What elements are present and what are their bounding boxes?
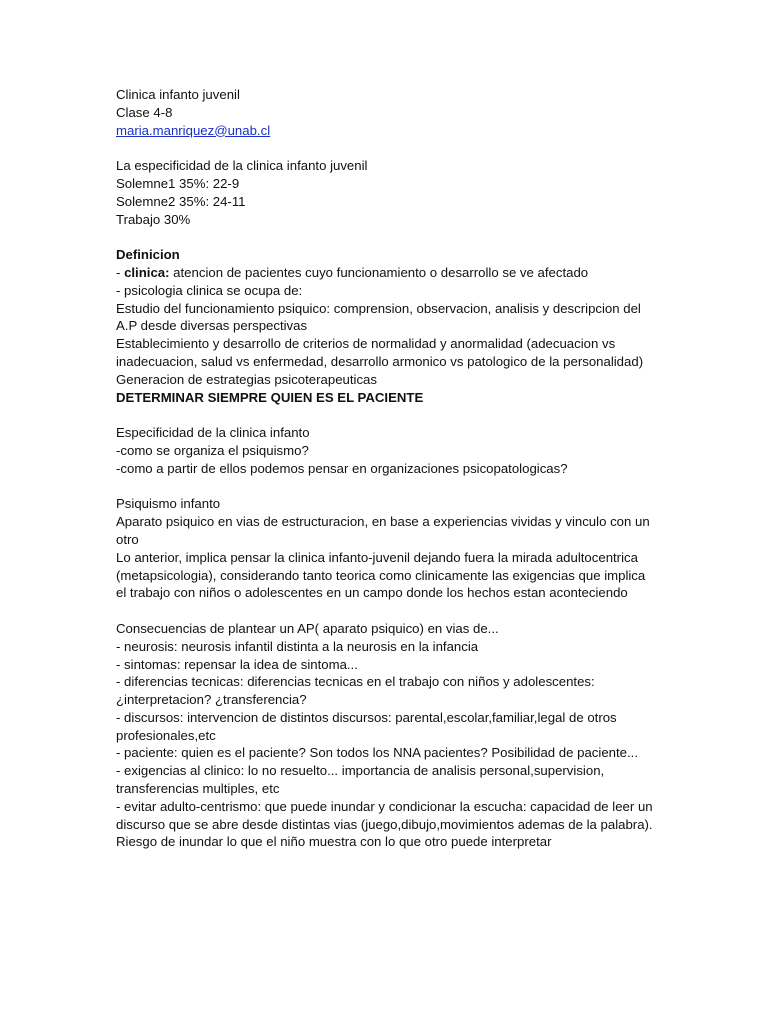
evaluation-3: Trabajo 30% xyxy=(116,211,191,227)
consecuencias-item: - paciente: quien es el paciente? Son todos los NNA pacientes? Posibilidad de paciente... xyxy=(116,745,638,761)
definicion-establecimiento: Establecimiento y desarrollo de criterios de normalidad y anormalidad (adecuacion vs inadecuacion, salud vs enfermedad, desarrollo armonico vs patologico de la personalidad) xyxy=(116,336,644,369)
doc-title: Clinica infanto juvenil xyxy=(116,87,240,102)
definicion-psicologia: - psicologia clinica se ocupa de: xyxy=(116,282,303,298)
evaluation-1: Solemne1 35%: 22-9 xyxy=(116,175,240,191)
especificidad-heading: Especificidad de la clinica infanto xyxy=(116,425,310,441)
class-label: Clase 4-8 xyxy=(116,104,173,120)
definicion-determinar: DETERMINAR SIEMPRE QUIEN ES EL PACIENTE xyxy=(116,389,424,405)
definicion-heading: Definicion xyxy=(116,247,180,263)
email-line xyxy=(116,122,656,140)
spacer xyxy=(116,139,656,157)
definicion-generacion: Generacion de estrategias psicoterapeuticas xyxy=(116,371,377,387)
spacer xyxy=(116,228,656,246)
consecuencias-item: - sintomas: repensar la idea de sintoma... xyxy=(116,656,358,672)
spacer xyxy=(116,406,656,424)
spacer xyxy=(116,478,656,496)
definicion-clinica: - clinica: atencion de pacientes cuyo funcionamiento o desarrollo se ve afectado xyxy=(116,264,589,280)
spacer xyxy=(116,602,656,620)
consecuencias-heading: Consecuencias de plantear un AP( aparato psiquico) en vias de... xyxy=(116,620,499,636)
especificidad-question-2: -como a partir de ellos podemos pensar en organizaciones psicopatologicas? xyxy=(116,460,568,476)
consecuencias-item: - exigencias al clinico: lo no resuelto... importancia de analisis personal,supervision, transferencias multiples, etc xyxy=(116,763,605,797)
document-page xyxy=(116,86,656,851)
course-heading: La especificidad de la clinica infanto juvenil xyxy=(116,158,368,174)
consecuencias-item: - neurosis: neurosis infantil distinta a la neurosis en la infancia xyxy=(116,638,479,654)
evaluation-2: Solemne2 35%: 24-11 xyxy=(116,193,246,209)
psiquismo-paragraph-1: Aparato psiquico en vias de estructuracion, en base a experiencias vividas y vinculo con un otro xyxy=(116,514,650,547)
consecuencias-item: - discursos: intervencion de distintos discursos: parental,escolar,familiar,legal de otros profesionales,etc xyxy=(116,709,617,743)
psiquismo-paragraph-2: Lo anterior, implica pensar la clinica infanto-juvenil dejando fuera la mirada adultocentrica (metapsicologia), considerando tanto teorica como clinicamente las exigencias que implica el trabajo con niños o adolescentes en un campo donde los hechos estan aconteciendo xyxy=(116,549,646,601)
definicion-estudio: Estudio del funcionamiento psiquico: comprension, observacion, analisis y descripcion del A.P desde diversas perspectivas xyxy=(116,300,641,334)
especificidad-question-1: -como se organiza el psiquismo? xyxy=(116,442,309,458)
consecuencias-item: - evitar adulto-centrismo: que puede inundar y condicionar la escucha: capacidad de leer un discurso que se abre desde distintas vias (juego,dibujo,movimientos ademas de la palabra). Riesgo de inundar lo que el niño muestra con lo que otro puede interpretar xyxy=(116,798,653,850)
email-link[interactable]: maria.manriquez@unab.cl xyxy=(116,122,271,138)
psiquismo-heading: Psiquismo infanto xyxy=(116,496,221,512)
consecuencias-item: - diferencias tecnicas: diferencias tecnicas en el trabajo con niños y adolescentes: ¿interpretacion? ¿transferencia? xyxy=(116,674,595,708)
